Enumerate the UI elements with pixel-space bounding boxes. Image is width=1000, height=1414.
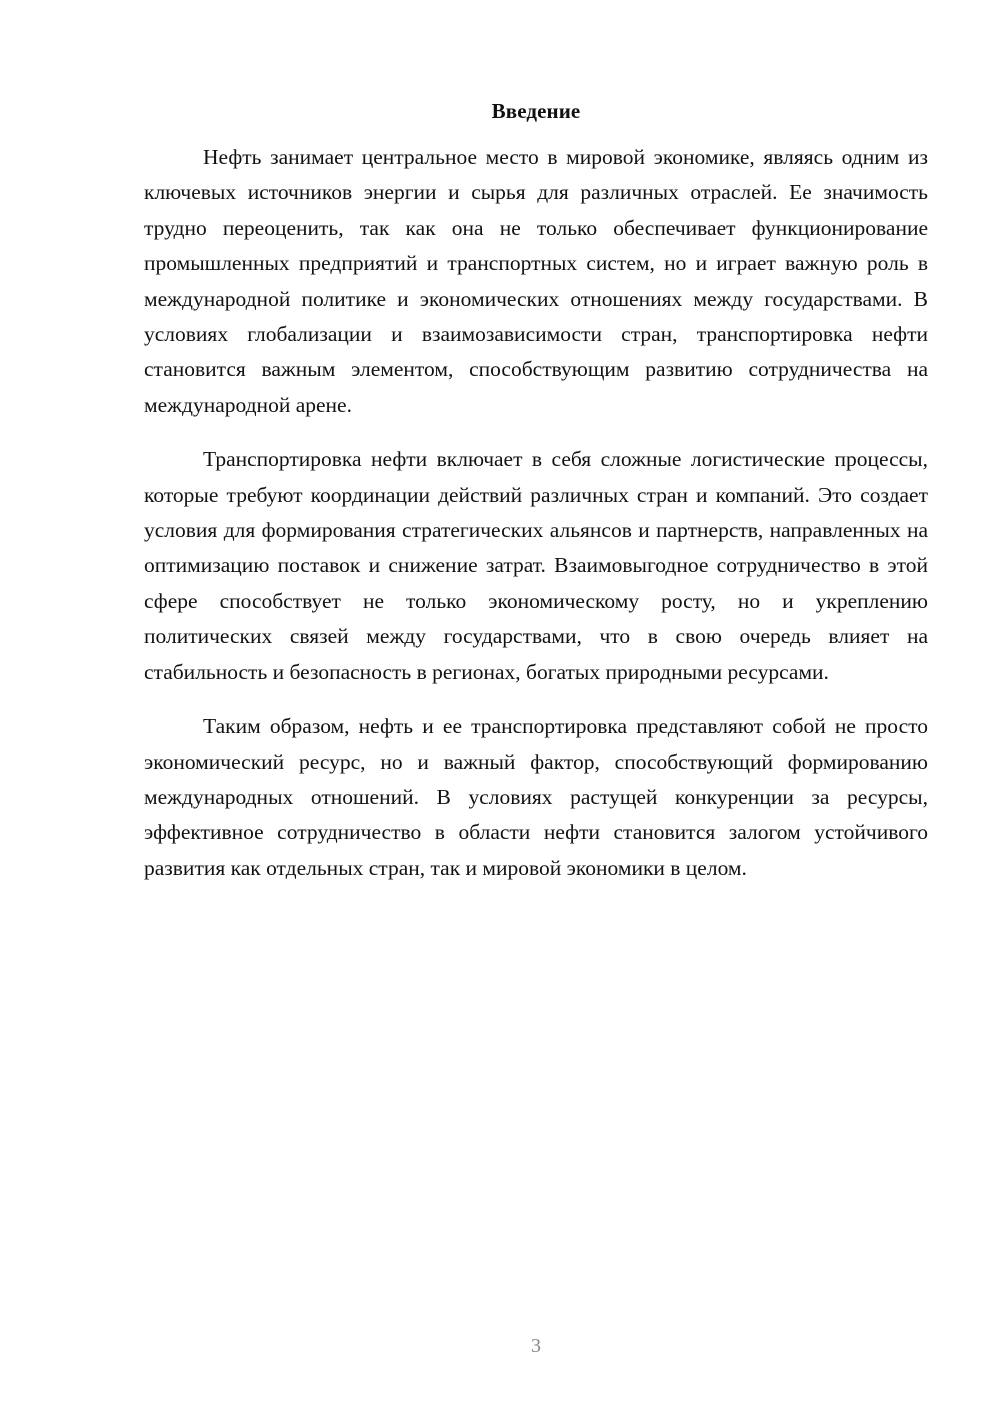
page-content bbox=[144, 96, 928, 886]
paragraph-3: Таким образом, нефть и ее транспортировка представляют собой не просто экономический ресурс, но и важный фактор, способствующий формированию международных отношений. В условиях растущей конкуренции за ресурсы, эффективное сотрудничество в области нефти становится залогом устойчивого развития как отдельных стран, так и мировой экономики в целом. bbox=[144, 714, 928, 880]
page-number: 3 bbox=[531, 1335, 541, 1357]
section-title: Введение bbox=[491, 99, 581, 123]
paragraph-2: Транспортировка нефти включает в себя сложные логистические процессы, которые требуют координации действий различных стран и компаний. Это создает условия для формирования стратегических альянсов и партнерств, направленных на оптимизацию поставок и снижение затрат. Взаимовыгодное сотрудничество в этой сфере способствует не только экономическому росту, но и укреплению политических связей между государствами, что в свою очередь влияет на стабильность и безопасность в регионах, богатых природными ресурсами. bbox=[144, 447, 928, 684]
paragraph-1: Нефть занимает центральное место в мировой экономике, являясь одним из ключевых источников энергии и сырья для различных отраслей. Ее значимость трудно переоценить, так как она не только обеспечивает функционирование промышленных предприятий и транспортных систем, но и играет важную роль в международной политике и экономических отношениях между государствами. В условиях глобализации и взаимозависимости стран, транспортировка нефти становится важным элементом, способствующим развитию сотрудничества на международной арене. bbox=[144, 145, 928, 417]
